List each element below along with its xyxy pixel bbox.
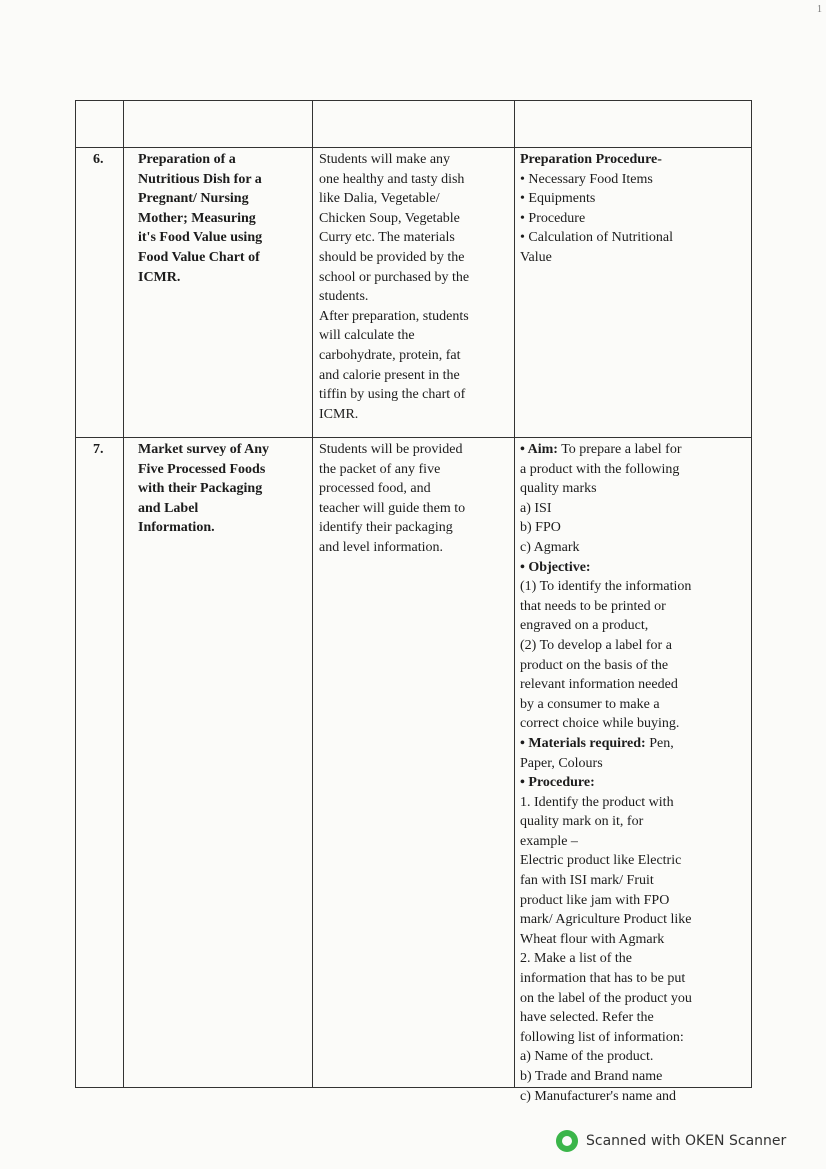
description-line: processed food, and	[319, 481, 431, 497]
details-text: quality marks	[520, 481, 597, 497]
details-line	[520, 656, 692, 676]
details-line	[520, 170, 673, 190]
details-line	[520, 460, 692, 480]
details-line	[520, 558, 692, 578]
description-line: After preparation, students	[319, 308, 469, 324]
details-line	[520, 989, 692, 1009]
details-line	[520, 1087, 692, 1107]
activity-description	[319, 440, 465, 558]
details-line	[520, 499, 692, 519]
details-line	[520, 189, 673, 209]
title-line: Market survey of Any	[138, 442, 270, 457]
details-line	[520, 538, 692, 558]
description-line: students.	[319, 289, 369, 305]
details-line	[520, 1067, 692, 1087]
oken-logo-icon	[556, 1130, 578, 1152]
details-text: b) Trade and Brand name	[520, 1069, 663, 1084]
details-line	[520, 949, 692, 969]
row-number: 7.	[93, 442, 104, 457]
details-text: (2) To develop a label for a	[520, 637, 672, 653]
description-line: ICMR.	[319, 406, 359, 422]
details-line	[520, 1047, 692, 1067]
details-text: Preparation Procedure-	[520, 152, 662, 167]
details-text: • Necessary Food Items	[520, 171, 653, 187]
details-text: a) ISI	[520, 500, 552, 516]
description-line: one healthy and tasty dish	[319, 171, 465, 187]
details-text: c) Manufacturer's name and	[520, 1088, 677, 1104]
details-text: • Procedure	[520, 210, 586, 226]
row-divider	[76, 147, 751, 148]
page-mark: 1	[817, 4, 822, 15]
title-line: and Label	[138, 500, 199, 516]
details-line	[520, 851, 692, 871]
details-line	[520, 440, 692, 460]
description-line: identify their packaging	[319, 520, 453, 536]
details-label: • Materials required:	[520, 735, 646, 751]
details-text: (1) To identify the information	[520, 579, 692, 595]
details-text: To prepare a label for	[557, 442, 682, 457]
title-line: ICMR.	[138, 269, 181, 285]
details-text: product on the basis of the	[520, 657, 669, 673]
details-text: product like jam with FPO	[520, 892, 670, 908]
details-line	[520, 518, 692, 538]
details-text: quality mark on it, for	[520, 814, 644, 830]
column-divider	[312, 101, 313, 1087]
details-line	[520, 734, 692, 754]
details-line	[520, 871, 692, 891]
details-text: relevant information needed	[520, 677, 678, 693]
details-text: b) FPO	[520, 520, 561, 536]
details-text: 2. Make a list of the	[520, 951, 632, 967]
details-line	[520, 930, 692, 950]
details-line	[520, 812, 692, 832]
details-text: • Objective:	[520, 559, 591, 575]
details-line	[520, 695, 692, 715]
title-line: with their Packaging	[138, 481, 263, 497]
activity-description	[319, 150, 469, 424]
description-line: school or purchased by the	[319, 269, 470, 285]
description-line: Students will make any	[319, 152, 451, 167]
description-line: Chicken Soup, Vegetable	[319, 210, 460, 226]
description-line: like Dalia, Vegetable/	[319, 191, 440, 207]
details-text: by a consumer to make a	[520, 696, 660, 712]
title-line: Mother; Measuring	[138, 210, 256, 226]
details-text: • Procedure:	[520, 775, 595, 791]
details-line	[520, 832, 692, 852]
details-text: fan with ISI mark/ Fruit	[520, 873, 654, 889]
details-text: on the label of the product you	[520, 990, 692, 1006]
details-line	[520, 1028, 692, 1048]
details-line	[520, 910, 692, 930]
details-line	[520, 616, 692, 636]
details-line	[520, 228, 673, 248]
details-text: that needs to be printed or	[520, 598, 666, 614]
description-line: and level information.	[319, 539, 444, 555]
details-line	[520, 891, 692, 911]
details-text: correct choice while buying.	[520, 716, 680, 732]
details-text: Electric product like Electric	[520, 853, 682, 869]
details-line	[520, 714, 692, 734]
details-line	[520, 754, 692, 774]
row-number: 6.	[93, 152, 104, 167]
description-line: should be provided by the	[319, 249, 465, 265]
details-text: Pen,	[645, 735, 674, 751]
details-text: have selected. Refer the	[520, 1010, 654, 1026]
description-line: the packet of any five	[319, 461, 441, 477]
details-line	[520, 773, 692, 793]
details-text: example –	[520, 833, 578, 849]
title-line: Nutritious Dish for a	[138, 171, 262, 187]
column-divider	[514, 101, 515, 1087]
details-text: following list of information:	[520, 1029, 684, 1045]
title-line: Pregnant/ Nursing	[138, 191, 249, 207]
details-line	[520, 577, 692, 597]
description-line: teacher will guide them to	[319, 500, 466, 516]
details-line	[520, 969, 692, 989]
details-text: 1. Identify the product with	[520, 794, 674, 810]
description-line: will calculate the	[319, 328, 415, 344]
title-line: Preparation of a	[138, 152, 236, 167]
details-text: a) Name of the product.	[520, 1049, 654, 1065]
details-label: • Aim:	[520, 442, 558, 457]
details-text: engraved on a product,	[520, 618, 649, 634]
title-line: Food Value Chart of	[138, 249, 260, 265]
description-line: carbohydrate, protein, fat	[319, 347, 461, 363]
scanner-watermark	[556, 1130, 786, 1152]
details-line	[520, 150, 673, 170]
details-line	[520, 636, 692, 656]
details-text: Wheat flour with Agmark	[520, 931, 665, 947]
details-line	[520, 248, 673, 268]
title-line: it's Food Value using	[138, 230, 263, 246]
watermark-text: Scanned with OKEN Scanner	[586, 1133, 787, 1149]
details-text: • Equipments	[520, 191, 596, 207]
description-line: Curry etc. The materials	[319, 230, 455, 246]
details-text: Paper, Colours	[520, 755, 603, 771]
title-line: Five Processed Foods	[138, 461, 266, 477]
details-text: Value	[520, 249, 552, 265]
details-text: c) Agmark	[520, 539, 580, 555]
details-text: • Calculation of Nutritional	[520, 230, 674, 246]
activity-details	[520, 440, 692, 1106]
details-text: a product with the following	[520, 461, 680, 477]
column-divider	[123, 101, 124, 1087]
title-line: Information.	[138, 520, 215, 536]
row-divider	[76, 437, 751, 438]
activity-title	[138, 440, 269, 538]
activity-table	[75, 100, 752, 1104]
description-line: Students will be provided	[319, 442, 463, 457]
details-line	[520, 675, 692, 695]
details-line	[520, 479, 692, 499]
activity-details	[520, 150, 673, 268]
details-text: information that has to be put	[520, 971, 686, 987]
description-line: and calorie present in the	[319, 367, 460, 383]
details-line	[520, 209, 673, 229]
details-line	[520, 597, 692, 617]
activity-title	[138, 150, 262, 287]
details-line	[520, 793, 692, 813]
description-line: tiffin by using the chart of	[319, 387, 466, 403]
details-line	[520, 1008, 692, 1028]
details-text: mark/ Agriculture Product like	[520, 912, 692, 928]
